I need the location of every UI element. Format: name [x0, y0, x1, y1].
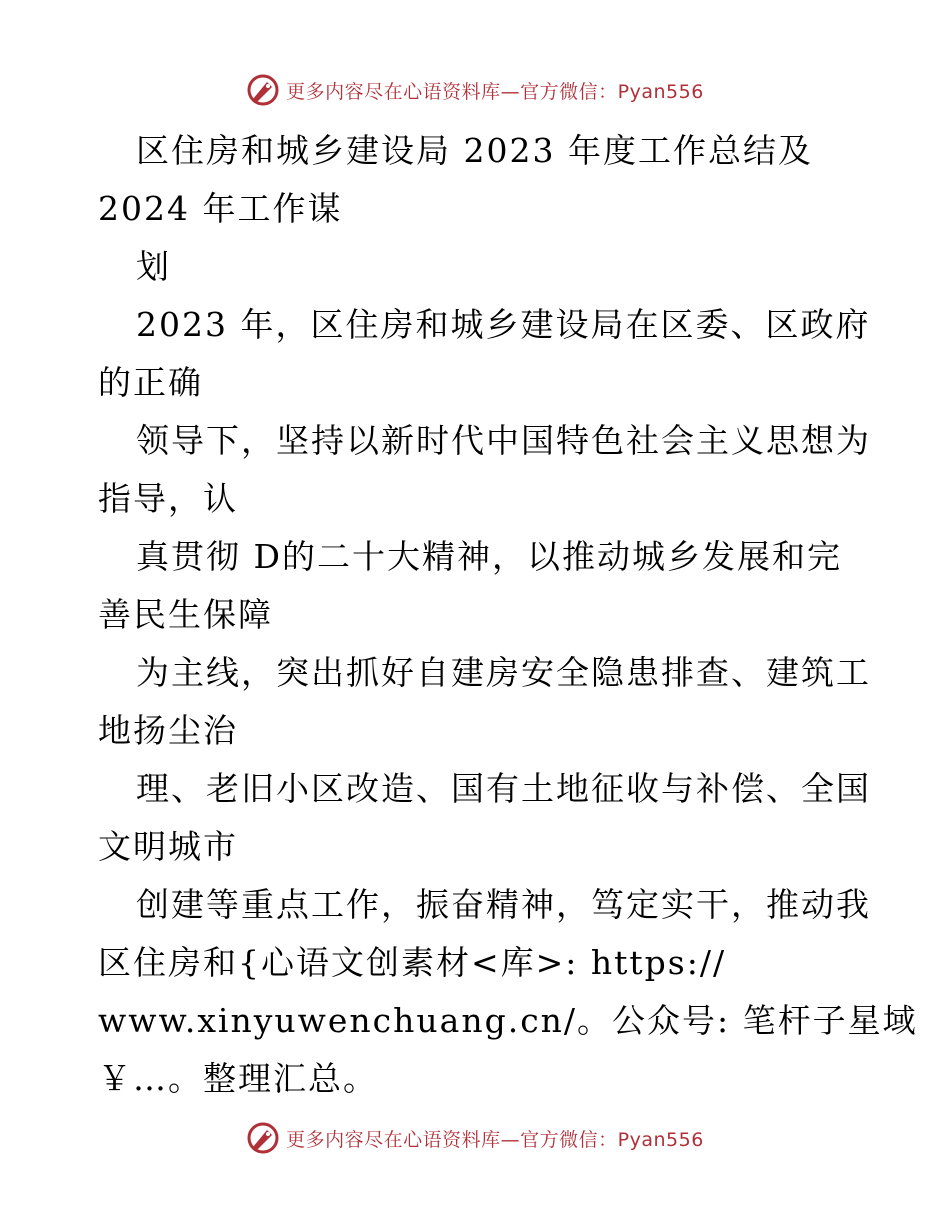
document-line: 2023 年，区住房和城乡建设局在区委、区政府	[136, 305, 871, 344]
header-watermark-text: 更多内容尽在心语资料库—官方微信：Pyan556	[286, 80, 704, 103]
document-line: 区住房和城乡建设局 2023 年度工作总结及	[136, 131, 813, 170]
document-line: 划	[136, 247, 171, 286]
document-line: ￥…。整理汇总。	[98, 1059, 378, 1098]
header-watermark-banner	[0, 70, 950, 110]
footer-watermark-banner	[0, 1118, 950, 1158]
document-line: www.xinyuwenchuang.cn/。公众号: 笔杆子星域	[98, 1001, 918, 1040]
document-line: 2024 年工作谋	[98, 189, 343, 228]
pen-nib-logo-icon	[246, 73, 280, 107]
document-line: 真贯彻 D的二十大精神，以推动城乡发展和完	[136, 537, 842, 576]
document-line: 善民生保障	[98, 595, 273, 634]
document-line: 理、老旧小区改造、国有土地征收与补偿、全国	[136, 769, 871, 808]
document-line: 地扬尘治	[98, 711, 238, 750]
document-line: 的正确	[98, 363, 203, 402]
document-line: 区住房和{心语文创素材<库>: https://	[98, 943, 727, 982]
document-line: 指导，认	[98, 479, 238, 518]
document-line: 领导下，坚持以新时代中国特色社会主义思想为	[136, 421, 871, 460]
document-line: 为主线，突出抓好自建房安全隐患排查、建筑工	[136, 653, 871, 692]
document-body	[98, 122, 918, 1108]
document-line: 文明城市	[98, 827, 238, 866]
footer-watermark-text: 更多内容尽在心语资料库—官方微信：Pyan556	[286, 1128, 704, 1151]
pen-nib-logo-icon	[246, 1121, 280, 1155]
document-line: 创建等重点工作，振奋精神，笃定实干，推动我	[136, 885, 871, 924]
